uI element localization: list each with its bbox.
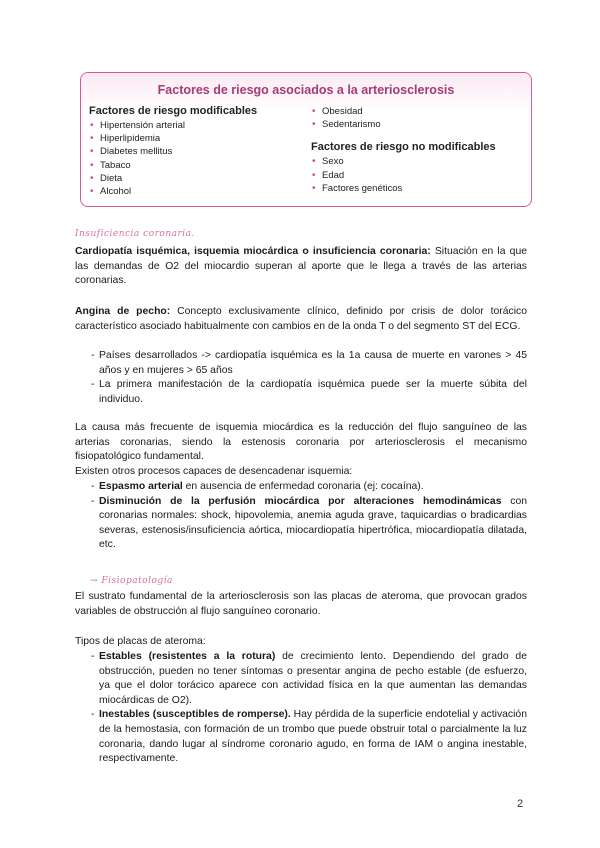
list-item	[75, 708, 527, 766]
paragraph-text: Situación en la que las demandas de O2 del miocardio superan al aporte que le llega a través de las arterias coronarias.	[75, 246, 527, 287]
non-modifiable-heading: Factores de riesgo no modificables	[311, 141, 496, 154]
modifiable-list-continued	[311, 105, 496, 131]
list-item: • Factores genéticos	[311, 182, 496, 195]
list-item: • Hipertensión arterial	[89, 119, 257, 132]
paragraph-sustrato: El sustrato fundamental de la arteriosclerosis son las placas de ateroma, que provocan grados variables de obstrucción al flujo sanguíneo coronario.	[75, 591, 527, 617]
list-item: • Obesidad	[311, 105, 496, 118]
paragraph-causa: La causa más frecuente de isquemia miocárdica es la reducción del flujo sanguíneo de las arterias coronarias, siendo la estenosis coronaria por arteriosclerosis el mecanismo fisiopatológico fundamental.	[75, 422, 527, 463]
isquemia-list	[75, 480, 527, 553]
paragraph-cardiopatia	[75, 245, 527, 289]
placas-list	[75, 650, 527, 767]
modifiable-column	[89, 105, 257, 198]
risk-factors-box	[80, 72, 532, 207]
list-item-text: de crecimiento lento. Dependiendo del grado de obstrucción, pueden no tener síntomas o presentar angina de pecho estable (de esfuerzo, ya que el dolor torácico aparece con actividad física en la que aumentan las demandas miocárdicas de O2).	[99, 651, 527, 706]
term-estables: Estables (resistentes a la rotura)	[99, 651, 276, 662]
term-angina: Angina de pecho:	[75, 306, 171, 317]
risk-box-title: Factores de riesgo asociados a la arteriosclerosis	[157, 83, 455, 97]
list-item	[75, 480, 527, 495]
list-item: • Hiperlipidemia	[89, 132, 257, 145]
paragraph-otros-procesos: Existen otros procesos capaces de desencadenar isquemia:	[75, 466, 353, 477]
page-number: 2	[517, 798, 524, 810]
list-item: - Países desarrollados -> cardiopatía isquémica es la 1a causa de muerte en varones > 45 años y en mujeres > 65 años	[75, 349, 527, 378]
paragraph-text: Concepto exclusivamente clínico, definido por crisis de dolor torácico característico asociado habitualmente con cambios en de la onda T o del segmento ST del ECG.	[75, 306, 528, 332]
modifiable-list	[89, 119, 257, 198]
paragraph-angina	[75, 305, 527, 334]
list-item	[75, 650, 527, 708]
list-item-text: con coronarias normales: shock, hipovolemia, anemia aguda grave, taquicardias o bradicardias severas, estenosis/insuficiencia aórtica, miocardiopatía hipertrófica, miocardiopatía dilatada, etc.	[99, 495, 528, 551]
term-perfusion: Disminución de la perfusión miocárdica por alteraciones hemodinámicas	[99, 495, 502, 507]
angina-list	[75, 349, 527, 407]
list-item: • Dieta	[89, 172, 257, 185]
term-cardiopatia: Cardiopatía isquémica, isquemia miocárdica o insuficiencia coronaria:	[75, 246, 431, 257]
list-item-text: Hay pérdida de la superficie endotelial y activación de la hemostasia, con formación de un trombo que puede obstruir total o parcialmente la luz coronaria, dando lugar al síndrome coronario agudo, en forma de IAM o angina inestable, respectivamente.	[99, 709, 527, 765]
non-modifiable-list	[311, 155, 496, 195]
section-title-insuficiencia: Insuficiencia coronaria.	[75, 229, 195, 239]
list-item: • Tabaco	[89, 159, 257, 172]
list-item: • Sexo	[311, 155, 496, 168]
list-item: • Diabetes mellitus	[89, 145, 257, 158]
list-item-text: en ausencia de enfermedad coronaria (ej: cocaína).	[182, 481, 424, 492]
paragraph-tipos: Tipos de placas de ateroma:	[75, 636, 206, 647]
list-item: • Alcohol	[89, 185, 257, 198]
list-item: • Sedentarismo	[311, 118, 496, 131]
modifiable-heading: Factores de riesgo modificables	[89, 105, 258, 117]
list-item	[75, 495, 527, 553]
term-espasmo: Espasmo arterial	[99, 481, 183, 492]
term-inestables: Inestables (susceptibles de romperse).	[99, 709, 291, 721]
section-title-fisiopatologia: → Fisiopatología	[90, 576, 173, 586]
list-item: - La primera manifestación de la cardiopatía isquémica puede ser la muerte súbita del individuo.	[75, 378, 527, 407]
right-column	[311, 105, 496, 195]
list-item: • Edad	[311, 169, 496, 182]
